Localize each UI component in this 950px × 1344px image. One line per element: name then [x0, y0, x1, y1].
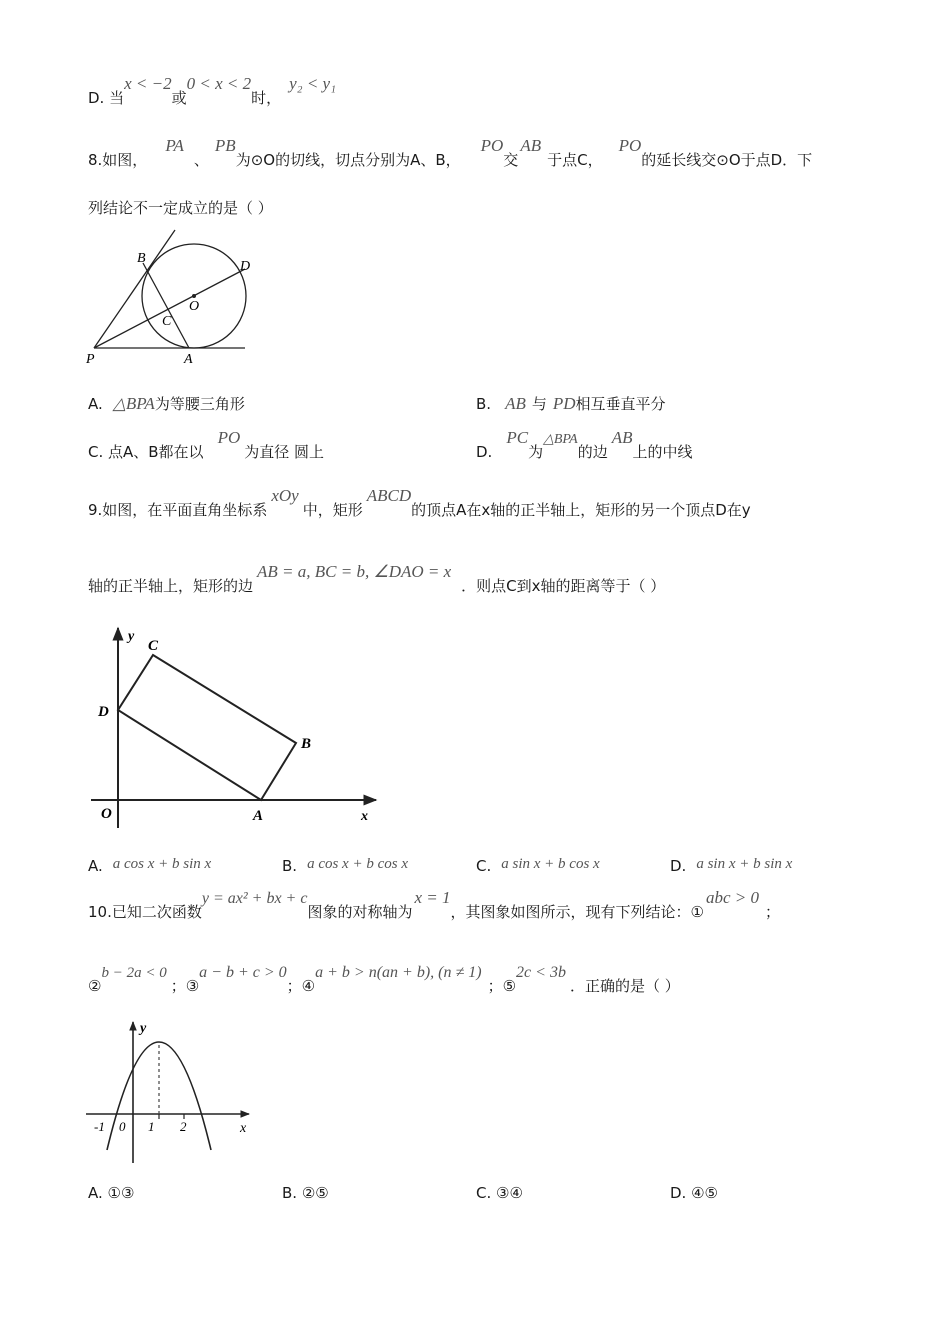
q10-text3: ；: [764, 903, 780, 921]
q8-label-b: B: [137, 251, 146, 266]
q8-optc-math: PO: [217, 428, 241, 447]
q9-stem-line2: [88, 562, 666, 596]
q8-optd-label: D.: [476, 443, 493, 461]
q9-rectangle-abcd: [118, 655, 296, 800]
q10-math-c5: 2c < 3b: [516, 964, 566, 981]
q8-optd-text2: 的边: [577, 443, 608, 461]
q9-optb-label: B.: [282, 857, 298, 875]
q10-option-d: D. ④⑤: [670, 1184, 718, 1202]
q9-math-abcd: ABCD: [366, 486, 412, 505]
q9-option-a: [88, 856, 211, 877]
q10-text1: 图象的对称轴为: [307, 903, 413, 921]
q10-label-zero: 0: [119, 1119, 126, 1134]
q9-text1: 中，矩形: [302, 501, 363, 519]
q8-math-pa: PA: [165, 136, 184, 155]
q9-optc-math: a sin x + b cos x: [501, 856, 600, 872]
q10-option-b: B. ②⑤: [282, 1184, 329, 1202]
q9-optc-label: C.: [476, 857, 492, 875]
q8-label-c: C: [162, 314, 172, 329]
q10-stem-line2: [88, 964, 680, 997]
q10-text4: ．正确的是（ ）: [569, 977, 680, 995]
q10-option-a: A. ①③: [88, 1184, 135, 1202]
q10-math-c4: a + b > n(an + b), (n ≠ 1): [315, 964, 482, 981]
q9-math-cond: AB = a, BC = b, ∠DAO = x: [257, 562, 452, 581]
q9-label-o: O: [101, 806, 112, 822]
q8-text1: 为⊙O的切线，切点分别为A、B，: [235, 151, 461, 169]
q9-text3: 轴的正半轴上，矩形的边: [88, 577, 254, 595]
q10-c3-mark: ；③: [170, 977, 200, 995]
q7-optd-when: 时，: [251, 89, 282, 107]
q8-label-o: O: [189, 299, 200, 314]
q8-label-d: D: [240, 259, 251, 274]
q7-optd-math3: y₂ < y₁: [289, 74, 337, 93]
q10-number: 10.已知二次函数: [88, 903, 202, 921]
q9-math-xoy: xOy: [271, 486, 299, 505]
q8-math-ab: AB: [520, 136, 542, 155]
q8-math-pb: PB: [214, 136, 236, 155]
q8-center-dot: [192, 294, 196, 298]
q8-circle-figure: [80, 225, 260, 370]
q10-stem-line1: [88, 888, 780, 923]
q10-option-c: C. ③④: [476, 1184, 523, 1202]
q9-label-y: y: [128, 629, 135, 644]
q8-opta-math: △BPA: [112, 394, 155, 413]
q10-math-axis: x = 1: [414, 888, 451, 907]
q8-option-d: [476, 428, 693, 464]
q8-math-po2: PO: [618, 136, 642, 155]
q8-label-a: A: [184, 352, 193, 367]
q8-number: 8.如图，: [88, 151, 148, 169]
q10-math-fn: y = ax² + bx + c: [201, 890, 308, 907]
q8-optb-math2: PD: [552, 394, 576, 413]
q8-optd-math1: PC: [506, 428, 529, 447]
q8-opta-text: 为等腰三角形: [154, 395, 245, 413]
q10-parabola-figure: [84, 1018, 259, 1168]
q9-number: 9.如图，在平面直角坐标系: [88, 501, 268, 519]
q8-stem-line1: [88, 136, 813, 170]
q8-option-c: [88, 428, 325, 462]
q8-tangent-pb: [94, 230, 175, 348]
q9-optb-math: a cos x + b cos x: [307, 856, 408, 872]
q9-text2: 的顶点A在x轴的正半轴上，矩形的另一个顶点D在y: [411, 501, 751, 519]
q7-optd-math2: 0 < x < 2: [186, 74, 252, 93]
q9-label-b: B: [301, 736, 312, 752]
q9-text4: ．则点C到x轴的距离等于（ ）: [461, 577, 666, 595]
q9-option-b: [282, 856, 408, 877]
q9-rectangle-figure: [86, 620, 386, 835]
q7-optd-math1: x < −2: [124, 74, 172, 93]
q7-option-d: [88, 74, 337, 108]
q9-opta-math: a cos x + b sin x: [112, 856, 212, 872]
q9-stem-line1: [88, 486, 751, 520]
q8-text3: 于点C，: [547, 151, 603, 169]
q8-optd-text1: 为: [528, 443, 544, 461]
q9-option-d: [670, 856, 792, 877]
q10-text2: ，其图象如图所示，现有下列结论：①: [450, 903, 704, 921]
q10-math-c1: abc > 0: [705, 888, 759, 907]
q8-math-po: PO: [480, 136, 504, 155]
q9-label-a: A: [253, 808, 264, 824]
q8-chord-ab: [143, 263, 189, 348]
q10-label-x: x: [240, 1121, 247, 1136]
q9-label-c: C: [148, 638, 159, 654]
q8-option-b: [476, 394, 666, 414]
q10-c2-mark: ②: [88, 977, 102, 995]
q8-optb-text1: 与: [531, 395, 547, 413]
q7-optd-prefix: D. 当: [88, 89, 125, 107]
q8-optb-label: B.: [476, 395, 492, 413]
q8-optd-text3: 上的中线: [632, 443, 693, 461]
q8-optc-text: 为直径 圆上: [244, 443, 325, 461]
q10-c4-mark: ；④: [286, 977, 316, 995]
q7-optd-or: 或: [171, 89, 187, 107]
q10-c5-mark: ；⑤: [487, 977, 517, 995]
q8-sep: 、: [193, 151, 209, 169]
q8-option-a: [88, 394, 245, 414]
q8-optc-label: C. 点A、B都在以: [88, 443, 204, 461]
q9-label-d: D: [98, 704, 109, 720]
q8-stem-line2: 列结论不一定成立的是（ ）: [88, 199, 273, 217]
q8-optd-math2: △BPA: [543, 432, 578, 447]
q8-optb-math1: AB: [505, 394, 526, 413]
q10-label-y: y: [140, 1021, 147, 1036]
q8-label-p: P: [86, 352, 95, 367]
q8-text2: 交: [503, 151, 519, 169]
q10-math-c3: a − b + c > 0: [199, 964, 287, 981]
q10-label-two: 2: [180, 1119, 187, 1134]
q9-option-c: [476, 856, 600, 877]
q8-optb-text2: 相互垂直平分: [575, 395, 666, 413]
q8-text4: 的延长线交⊙O于点D．下: [641, 151, 813, 169]
q10-label-neg1: -1: [94, 1119, 105, 1134]
q10-label-one: 1: [148, 1119, 155, 1134]
q9-optd-math: a sin x + b sin x: [696, 856, 793, 872]
q8-line-pd: [94, 269, 245, 348]
q8-optd-math3: AB: [611, 428, 633, 447]
q9-optd-label: D.: [670, 857, 687, 875]
q9-label-x: x: [361, 809, 368, 824]
q8-opta-label: A.: [88, 395, 103, 413]
q10-math-c2: b − 2a < 0: [101, 965, 167, 981]
q9-opta-label: A.: [88, 857, 103, 875]
